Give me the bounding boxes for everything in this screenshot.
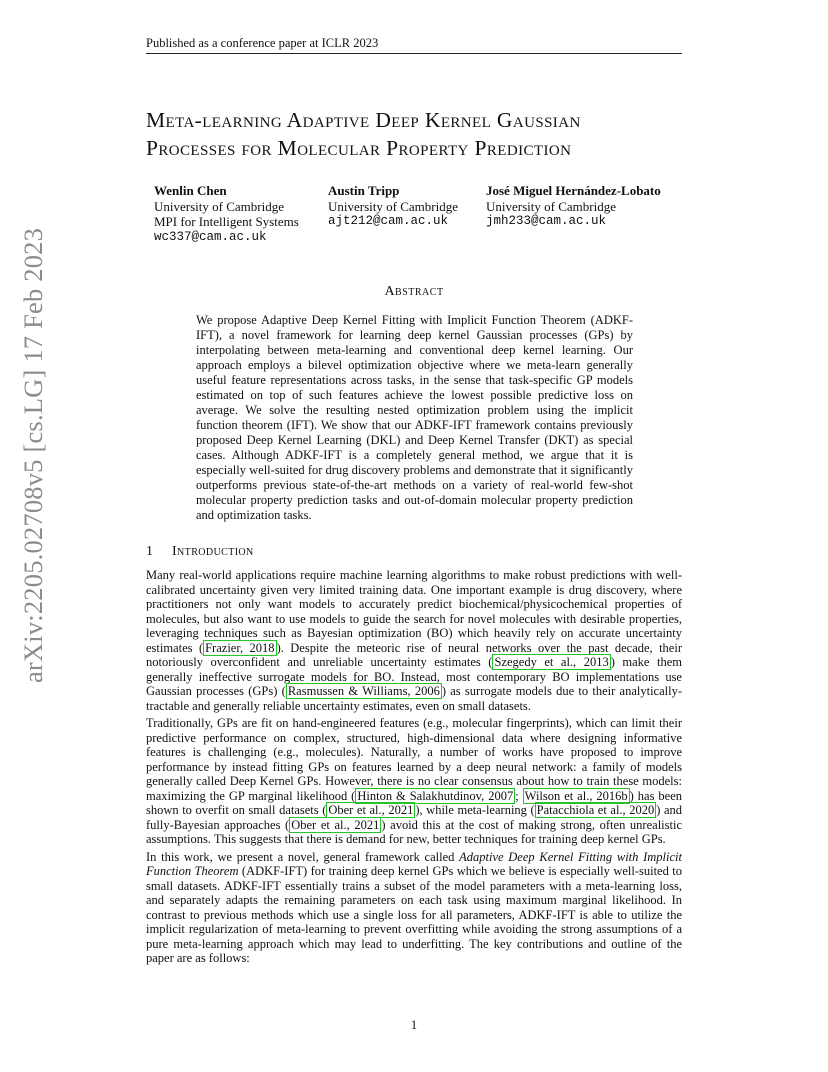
- running-header: Published as a conference paper at ICLR 2023: [146, 36, 379, 50]
- citation-link[interactable]: Ober et al., 2021: [328, 803, 414, 817]
- paper-title: [146, 106, 686, 162]
- citation-link[interactable]: Wilson et al., 2016b: [524, 788, 628, 803]
- abstract-text: We propose Adaptive Deep Kernel Fitting with Implicit Function Theorem (ADKF-IFT), a novel framework for learning deep kernel Gaussian processes (GPs) by interpolating between meta-learning and conventional deep kernel learning. Our approach employs a bilevel optimization objective where we meta-learn generally useful feature representations across tasks, in the sense that task-specific GP models estimated on top of such features achieve the lowest possible predictive loss on average. We solve the resulting nested optimization problem using the implicit function theorem (IFT). We show that our ADKF-IFT framework contains previously proposed Deep Kernel Learning (DKL) and Deep Kernel Transfer (DKT) as special cases. Although ADKF-IFT is a completely general method, we argue that it is especially well-suited for drug discovery problems and demonstrate that it significantly outperforms previous state-of-the-art methods on a variety of real-world few-shot molecular property prediction tasks and out-of-domain molecular property prediction and optimization tasks.: [196, 313, 633, 522]
- paragraph-text: Many real-world applications require machine learning algorithms to make robust predictions with well-calibrated uncertainty given very limited training data. One important example is drug discovery, where practitioners not only want models to accurately predict biochemical/physicochemical properties of molecules, but also want to use models to guide the search for novel molecules with desirable properties, leveraging techniques such as Bayesian optimization (BO) which heavily rely on accurate uncertainty estimates (: [146, 568, 682, 655]
- author-1: [154, 183, 299, 245]
- paragraph-text: ), while meta-learning (: [415, 803, 535, 817]
- paragraph-text: ). Despite the meteoric rise of neural networks over the past decade, their notoriously overconfident and unreliable uncertainty estimates (: [146, 640, 682, 669]
- citation-link[interactable]: Rasmussen & Williams, 2006: [287, 684, 440, 698]
- citation-link[interactable]: Patacchiola et al., 2020: [536, 803, 655, 817]
- citation-link[interactable]: Hinton & Salakhutdinov, 2007: [357, 788, 514, 803]
- author-email[interactable]: jmh233@cam.ac.uk: [486, 214, 607, 228]
- author-3: [486, 183, 661, 230]
- author-name: Wenlin Chen: [154, 183, 227, 198]
- author-affiliation: MPI for Intelligent Systems: [154, 214, 299, 229]
- section-heading-introduction: [146, 544, 254, 560]
- section-title: Introduction: [172, 544, 254, 559]
- author-email[interactable]: ajt212@cam.ac.uk: [328, 214, 449, 228]
- author-name: José Miguel Hernández-Lobato: [486, 183, 661, 198]
- abstract-heading: Abstract: [384, 284, 444, 299]
- paragraph-text: ) make them generally ineffective surrogate models for BO. Instead, most contemporary BO implementations use Gaussian processes (GPs) (: [146, 655, 682, 698]
- paragraph-text: (ADKF-IFT) for training deep kernel GPs which we believe is especially well-suited to small datasets. ADKF-IFT essentially trains a subset of the model parameters with a meta-learning loss, and separately adapts the remaining parameters on each task using maximum marginal likelihood. In contrast to previous methods which use a single loss for all parameters, ADKF-IFT is able to utilize the implicit regularization of meta-learning to prevent overfitting while avoiding the strong assumptions of a pure meta-learning approach which may lead to underfitting. The key contributions and outline of the paper are as follows:: [146, 864, 682, 965]
- paragraph-text: Traditionally, GPs are fit on hand-engineered features (e.g., molecular fingerprints), which can limit their predictive performance on complex, structured, high-dimensional data where designing informative features is challenging (e.g., molecules). Naturally, a number of works have proposed to improve performance by instead fitting GPs on features learned by a deep neural network: a family of models generally called Deep Kernel GPs. However, there is no clear consensus about how to train these models: maximizing the GP marginal likelihood (: [146, 716, 682, 803]
- section-number: 1: [146, 544, 154, 559]
- paragraph-text: ) has been shown to overfit on small datasets (: [146, 788, 683, 817]
- author-affiliation: University of Cambridge: [486, 198, 616, 214]
- paragraph-text: ) as surrogate models due to their analytically-tractable and generally reliable uncertainty estimates, even on small datasets.: [146, 684, 682, 713]
- header-rule: [146, 53, 682, 54]
- author-2: [328, 183, 458, 230]
- citation-link[interactable]: Ober et al., 2021: [291, 817, 380, 832]
- author-name: Austin Tripp: [328, 183, 400, 198]
- author-email[interactable]: wc337@cam.ac.uk: [154, 229, 267, 244]
- arxiv-stamp: [17, 227, 51, 683]
- intro-paragraph-3: [146, 850, 682, 966]
- citation-link[interactable]: Frazier, 2018: [205, 640, 275, 655]
- author-affiliation: University of Cambridge: [154, 198, 284, 214]
- paragraph-text: ) avoid this at the cost of making strong, often unrealistic assumptions. This suggests that there is demand for new, better techniques for training deep kernel GPs.: [146, 817, 682, 846]
- intro-paragraph-1: [146, 568, 682, 713]
- paragraph-text: ;: [515, 788, 523, 803]
- author-affiliation: University of Cambridge: [328, 198, 458, 214]
- intro-paragraph-2: [146, 716, 682, 847]
- paragraph-text: ) and fully-Bayesian approaches (: [146, 803, 683, 832]
- method-name-emphasis: Adaptive Deep Kernel Fitting with Implicit Function Theorem: [146, 849, 682, 878]
- arxiv-identifier: arXiv:2205.02708v5 [cs.LG] 17 Feb 2023: [18, 227, 49, 683]
- introduction-body: [146, 568, 682, 969]
- title-line-1: Meta-learning Adaptive Deep Kernel Gaussian: [146, 108, 581, 132]
- page-number: 1: [410, 1018, 418, 1032]
- title-line-2: Processes for Molecular Property Prediction: [146, 136, 572, 160]
- paragraph-text: In this work, we present a novel, general framework called: [146, 849, 460, 864]
- citation-link[interactable]: Szegedy et al., 2013: [494, 655, 609, 669]
